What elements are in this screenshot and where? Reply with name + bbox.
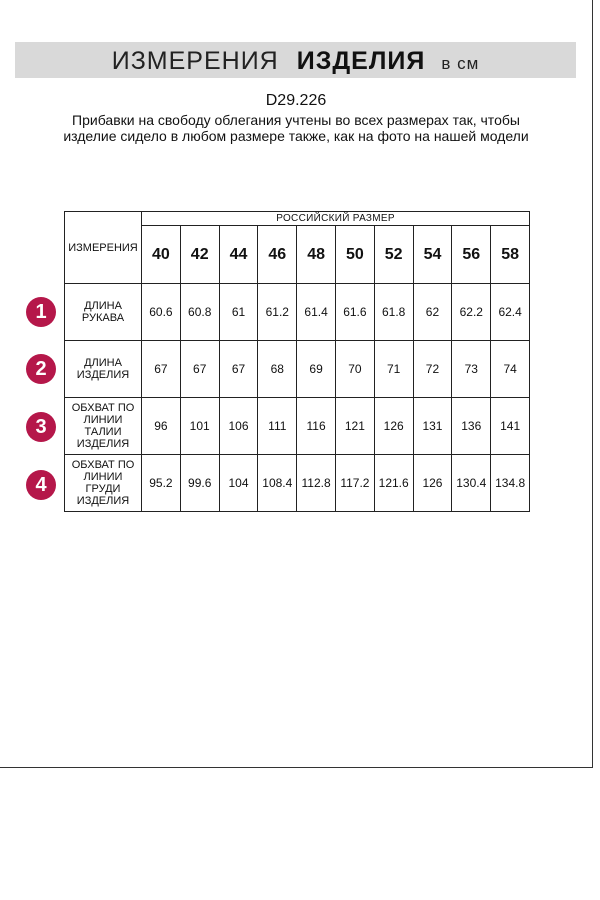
table-cell: 99.6 [180, 455, 219, 512]
size-table [64, 211, 530, 512]
table-cell: 70 [335, 341, 374, 398]
row-number-badge: 4 [26, 470, 56, 500]
table-cell: 62.4 [491, 284, 530, 341]
row-label-garment-length: ДЛИНА ИЗДЕЛИЯ [65, 341, 142, 398]
table-cell: 130.4 [452, 455, 491, 512]
row-number-badge: 3 [26, 412, 56, 442]
table-cell: 108.4 [258, 455, 297, 512]
table-cell: 67 [180, 341, 219, 398]
table-cell: 62.2 [452, 284, 491, 341]
row-number-badge: 2 [26, 354, 56, 384]
table-cell: 95.2 [142, 455, 181, 512]
title-measurements: ИЗМЕРЕНИЯ [111, 47, 279, 75]
title-product: ИЗДЕЛИЯ [296, 47, 426, 75]
table-cell: 73 [452, 341, 491, 398]
table-cell: 61.6 [335, 284, 374, 341]
row-label-chest-girth: ОБХВАТ ПО ЛИНИИ ГРУДИ ИЗДЕЛИЯ [65, 455, 142, 512]
table-row [65, 284, 530, 341]
row-label-sleeve-length: ДЛИНА РУКАВА [65, 284, 142, 341]
table-cell: 72 [413, 341, 452, 398]
size-header: 54 [413, 226, 452, 284]
corner-header: ИЗМЕРЕНИЯ [65, 212, 142, 284]
table-cell: 61 [219, 284, 258, 341]
table-cell: 60.6 [142, 284, 181, 341]
table-cell: 126 [374, 398, 413, 455]
size-header: 56 [452, 226, 491, 284]
table-cell: 101 [180, 398, 219, 455]
table-cell: 96 [142, 398, 181, 455]
table-cell: 121 [335, 398, 374, 455]
table-cell: 61.8 [374, 284, 413, 341]
table-cell: 60.8 [180, 284, 219, 341]
title-units: в см [441, 54, 480, 73]
table-row [65, 455, 530, 512]
table-cell: 68 [258, 341, 297, 398]
table-cell: 126 [413, 455, 452, 512]
table-cell: 67 [219, 341, 258, 398]
size-header: 50 [335, 226, 374, 284]
table-cell: 141 [491, 398, 530, 455]
table-cell: 136 [452, 398, 491, 455]
table-cell: 112.8 [297, 455, 336, 512]
title-bar [15, 42, 576, 78]
article-number: D29.226 [265, 92, 327, 109]
size-header: 44 [219, 226, 258, 284]
table-cell: 104 [219, 455, 258, 512]
fit-note: Прибавки на свободу облегания учтены во всех размерах так, чтобы изделие сидело в любом размере также, как на фото на нашей модели [63, 112, 529, 144]
table-cell: 117.2 [335, 455, 374, 512]
size-group-header: РОССИЙСКИЙ РАЗМЕР [142, 212, 530, 226]
table-cell: 62 [413, 284, 452, 341]
table-cell: 134.8 [491, 455, 530, 512]
size-header: 48 [297, 226, 336, 284]
table-cell: 69 [297, 341, 336, 398]
table-cell: 67 [142, 341, 181, 398]
table-cell: 131 [413, 398, 452, 455]
table-cell: 71 [374, 341, 413, 398]
table-cell: 111 [258, 398, 297, 455]
row-label-waist-girth: ОБХВАТ ПО ЛИНИИ ТАЛИИ ИЗДЕЛИЯ [65, 398, 142, 455]
table-cell: 61.4 [297, 284, 336, 341]
table-row [65, 341, 530, 398]
table-cell: 121.6 [374, 455, 413, 512]
size-header: 46 [258, 226, 297, 284]
table-row [65, 398, 530, 455]
table-cell: 61.2 [258, 284, 297, 341]
row-number-badge: 1 [26, 297, 56, 327]
table-cell: 106 [219, 398, 258, 455]
size-header: 40 [142, 226, 181, 284]
table-cell: 74 [491, 341, 530, 398]
size-header: 52 [374, 226, 413, 284]
size-header: 58 [491, 226, 530, 284]
size-header: 42 [180, 226, 219, 284]
table-cell: 116 [297, 398, 336, 455]
